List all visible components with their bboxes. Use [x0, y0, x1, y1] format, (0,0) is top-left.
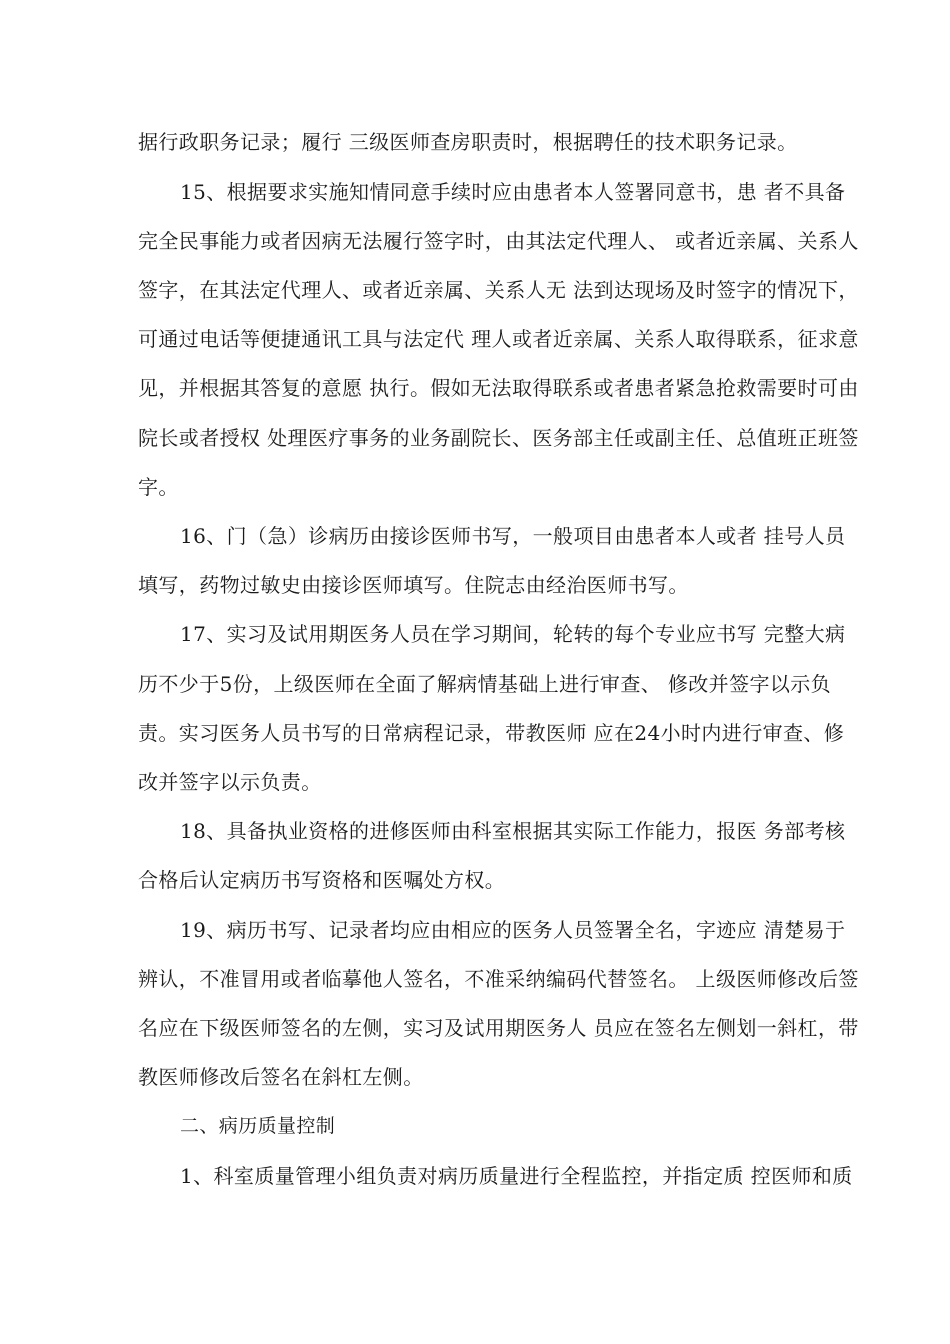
text-line: 19、病历书写、记录者均应由相应的医务人员签署全名，字迹应 清楚易于 — [180, 918, 846, 942]
text-line: 字。 — [138, 475, 179, 499]
text-line: 17、实习及试用期医务人员在学习期间，轮转的每个专业应书写 完整大病 — [180, 622, 846, 646]
text-line: 1、科室质量管理小组负责对病历质量进行全程监控，并指定质 控医师和质 — [180, 1164, 853, 1188]
text-line: 名应在下级医师签名的左侧，实习及试用期医务人 员应在签名左侧划一斜杠，带 — [138, 1016, 859, 1040]
section-heading: 二、病历质量控制 — [180, 1115, 336, 1137]
text-line: 完全民事能力或者因病无法履行签字时，由其法定代理人、 或者近亲属、关系人 — [138, 229, 859, 253]
text-line: 可通过电话等便捷通讯工具与法定代 理人或者近亲属、关系人取得联系，征求意 — [138, 327, 859, 351]
text-line: 合格后认定病历书写资格和医嘱处方权。 — [138, 868, 506, 892]
text-line: 改并签字以示负责。 — [138, 770, 322, 794]
text-line: 填写，药物过敏史由接诊医师填写。住院志由经治医师书写。 — [138, 573, 689, 597]
text-line: 院长或者授权 处理医疗事务的业务副院长、医务部主任或副主任、总值班正班签 — [138, 426, 859, 450]
text-line: 据行政职务记录；履行 三级医师查房职责时，根据聘任的技术职务记录。 — [138, 130, 798, 154]
text-line: 15、根据要求实施知情同意手续时应由患者本人签署同意书，患 者不具备 — [180, 180, 846, 204]
text-line: 责。实习医务人员书写的日常病程记录，带教医师 应在24小时内进行审查、修 — [138, 721, 845, 745]
text-line: 见，并根据其答复的意愿 执行。假如无法取得联系或者患者紧急抢救需要时可由 — [138, 376, 859, 400]
text-line: 16、门（急）诊病历由接诊医师书写，一般项目由患者本人或者 挂号人员 — [180, 524, 846, 548]
text-line: 签字，在其法定代理人、或者近亲属、关系人无 法到达现场及时签字的情况下， — [138, 278, 859, 302]
text-line: 18、具备执业资格的进修医师由科室根据其实际工作能力，报医 务部考核 — [180, 819, 846, 843]
text-line: 辨认，不准冒用或者临摹他人签名，不准采纳编码代替签名。 上级医师修改后签 — [138, 967, 859, 991]
text-line: 历不少于5份，上级医师在全面了解病情基础上进行审查、 修改并签字以示负 — [138, 672, 832, 696]
text-line: 教医师修改后签名在斜杠左侧。 — [138, 1065, 424, 1089]
